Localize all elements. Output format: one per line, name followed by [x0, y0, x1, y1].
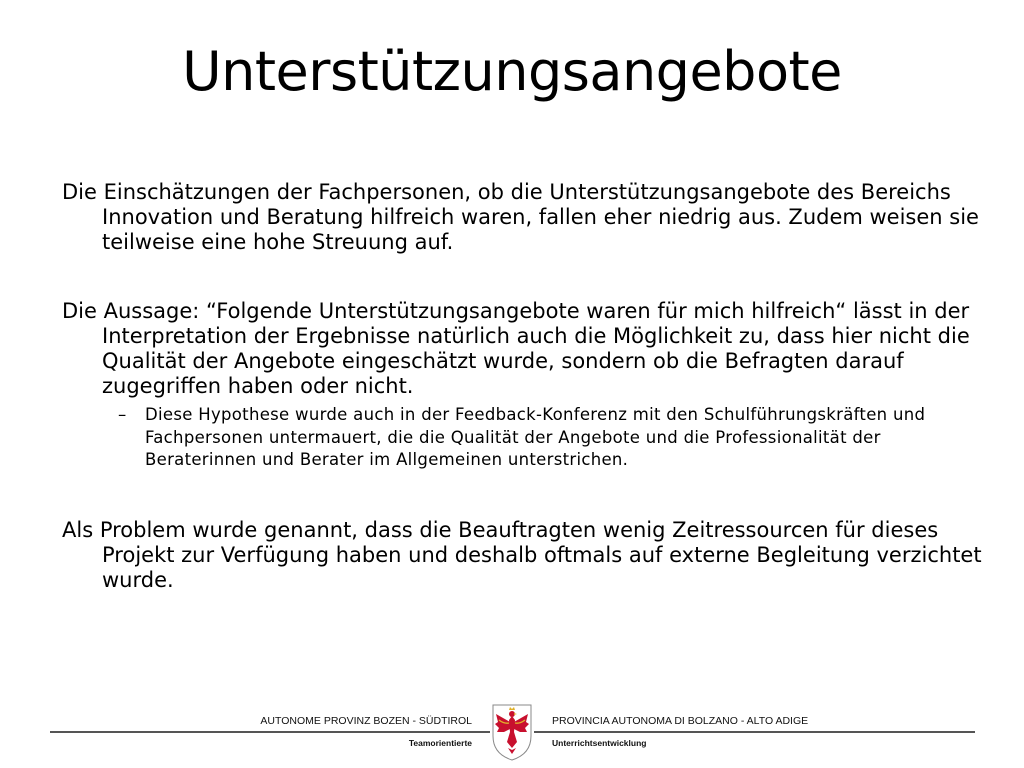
slide-title: Unterstützungsangebote — [182, 40, 842, 103]
sub-bullet-list — [62, 404, 982, 472]
footer-province-italian: PROVINCIA AUTONOMA DI BOLZANO - ALTO ADIGE — [552, 715, 809, 727]
paragraph-assessment: Die Einschätzungen der Fachpersonen, ob die Unterstützungsangebote des Bereichs Innovation und Beratung hilfreich waren, fallen eher niedrig aus. Zudem weisen sie teilweise eine hohe Streuung auf. — [62, 180, 979, 254]
paragraph-statement-block — [62, 299, 982, 472]
slide-body — [62, 180, 982, 593]
footer-subtitle-right: Unterrichtsentwicklung — [552, 738, 647, 748]
dash-bullet: – — [118, 405, 127, 424]
paragraph-statement: Die Aussage: “Folgende Unterstützungsangebote waren für mich hilfreich“ lässt in der Interpretation der Ergebnisse natürlich auch die Möglichkeit zu, dass hier nicht die Qualität der Angebote eingeschätzt wurde, sondern ob die Befragten darauf zugegriffen haben oder nicht. — [62, 299, 970, 398]
sub-bullet-text: Diese Hypothese wurde auch in der Feedback-Konferenz mit den Schulführungskräften und Fachpersonen untermauert, die die Qualität der Angebote und die Professionalität der Beraterinnen und Berater im Allgemeinen unterstrichen. — [145, 405, 926, 469]
sub-bullet-hypothesis — [62, 404, 982, 472]
footer — [0, 700, 1024, 768]
footer-subtitle-left: Teamorientierte — [408, 738, 472, 748]
footer-province-german: AUTONOME PROVINZ BOZEN - SÜDTIROL — [260, 715, 472, 727]
paragraph-problem: Als Problem wurde genannt, dass die Beauftragten wenig Zeitressourcen für dieses Projekt zur Verfügung haben und deshalb oftmals auf externe Begleitung verzichtet wurde. — [62, 517, 982, 592]
eagle-coat-of-arms-icon — [490, 702, 534, 762]
